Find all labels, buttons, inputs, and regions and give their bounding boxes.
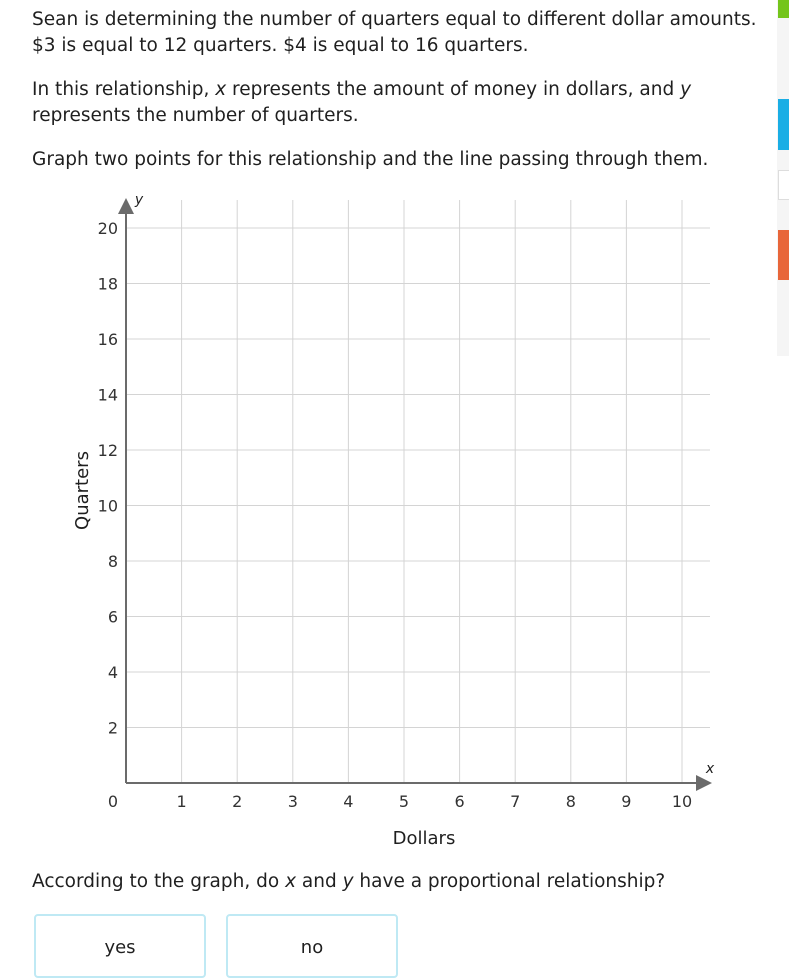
- no-button[interactable]: no: [226, 914, 398, 978]
- proportional-text-end: have a proportional relationship?: [353, 871, 666, 892]
- y-tick-label: 16: [97, 330, 118, 349]
- y-tick-labels: [98, 219, 118, 738]
- proportional-x-variable: x: [285, 871, 297, 892]
- variables-text-end: represents the number of quarters.: [32, 105, 359, 126]
- y-tick-label: 8: [107, 552, 118, 571]
- y-axis-title: Quarters: [72, 451, 93, 530]
- proportional-text-and: and: [296, 871, 343, 892]
- variables-text-middle: represents the amount of money in dollars, and: [226, 79, 681, 100]
- x-tick-labels: [108, 792, 692, 811]
- y-tick-label: 10: [97, 496, 118, 516]
- x-tick-label: 0: [107, 792, 119, 811]
- y-tick-label: 18: [97, 274, 118, 294]
- x-tick-label: 1: [176, 792, 187, 811]
- x-tick-label: 4: [343, 792, 354, 811]
- x-tick-label: 5: [398, 792, 410, 811]
- y-tick-label: 14: [97, 385, 118, 405]
- side-tab-blue[interactable]: [778, 99, 789, 150]
- question-variables: [32, 77, 772, 129]
- coordinate-graph[interactable]: [0, 185, 760, 865]
- proportional-question: [32, 869, 665, 895]
- grid: [126, 200, 710, 783]
- y-axis-variable: y: [134, 192, 144, 208]
- proportional-text-start: According to the graph, do: [32, 871, 286, 892]
- question-line-2: $3 is equal to 12 quarters. $4 is equal to 16 quarters.: [32, 35, 529, 56]
- side-tab-white[interactable]: [778, 170, 789, 200]
- x-axis-arrow-icon: [696, 775, 712, 791]
- yes-button[interactable]: yes: [34, 914, 206, 978]
- x-tick-label: 2: [232, 792, 243, 811]
- y-tick-label: 6: [107, 607, 118, 627]
- x-tick-label: 9: [621, 792, 632, 811]
- x-variable: x: [215, 79, 227, 100]
- question-intro: [32, 7, 772, 59]
- question-line-1: Sean is determining the number of quarters equal to different dollar amounts.: [32, 9, 757, 30]
- axes: [118, 198, 712, 791]
- y-tick-label: 2: [107, 718, 118, 738]
- proportional-y-variable: y: [342, 871, 354, 892]
- side-tab-green[interactable]: [778, 0, 789, 18]
- question-instruction: [32, 147, 772, 173]
- y-axis-arrow-icon: [118, 198, 134, 214]
- side-tab-orange[interactable]: [778, 230, 789, 280]
- y-tick-label: 20: [97, 219, 118, 238]
- x-tick-label: 3: [287, 792, 298, 811]
- x-tick-label: 8: [565, 792, 576, 811]
- y-tick-label: 12: [97, 441, 118, 460]
- instruction-text: Graph two points for this relationship and the line passing through them.: [32, 149, 709, 170]
- x-tick-label: 10: [671, 792, 693, 811]
- x-tick-label: 7: [510, 792, 521, 811]
- variables-text-start: In this relationship,: [32, 79, 216, 100]
- x-tick-label: 6: [454, 792, 465, 811]
- y-tick-label: 4: [107, 663, 118, 682]
- x-axis-variable: x: [705, 761, 715, 777]
- y-variable: y: [680, 79, 692, 100]
- x-axis-title: Dollars: [392, 828, 456, 849]
